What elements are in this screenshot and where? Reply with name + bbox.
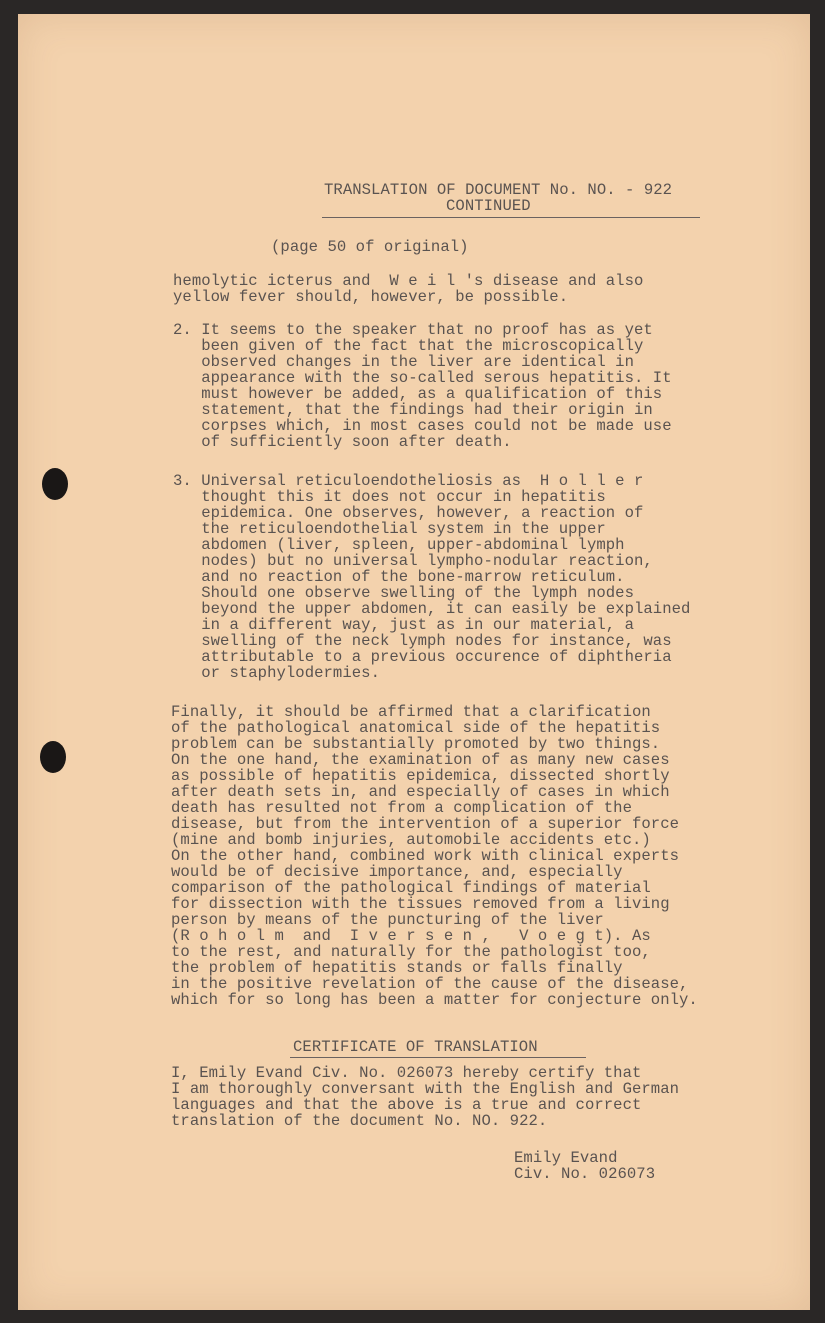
- text-line: death has resulted not from a complication of the: [171, 799, 632, 817]
- text-line: in the positive revelation of the cause of the disease,: [171, 975, 689, 993]
- text-line: I, Emily Evand Civ. No. 026073 hereby certify that: [171, 1064, 642, 1082]
- text-line: yellow fever should, however, be possible.: [173, 288, 569, 306]
- text-line: swelling of the neck lymph nodes for instance, was: [173, 632, 672, 650]
- text-line: translation of the document No. NO. 922.: [171, 1112, 548, 1130]
- text-line: as possible of hepatitis epidemica, dissected shortly: [171, 767, 670, 785]
- text-line: nodes) but no universal lympho-nodular reaction,: [173, 552, 653, 570]
- punch-hole-bottom: [40, 741, 66, 773]
- text-line: in a different way, just as in our material, a: [173, 616, 634, 634]
- text-line: after death sets in, and especially of cases in which: [171, 783, 670, 801]
- text-line: 2. It seems to the speaker that no proof has as yet: [173, 321, 653, 339]
- text-line: would be of decisive importance, and, especially: [171, 863, 623, 881]
- document-page: [18, 14, 810, 1310]
- text-line: which for so long has been a matter for conjecture only.: [171, 991, 698, 1009]
- title-underline: [322, 217, 700, 218]
- text-line: Should one observe swelling of the lymph nodes: [173, 584, 634, 602]
- text-line: disease, but from the intervention of a superior force: [171, 815, 680, 833]
- text-line: or staphylodermies.: [173, 664, 380, 682]
- text-line: hemolytic icterus and W e i l 's disease and also: [173, 272, 644, 290]
- signature-civ-number: Civ. No. 026073: [514, 1165, 656, 1183]
- text-line: On the one hand, the examination of as many new cases: [171, 751, 670, 769]
- text-line: the reticuloendothelial system in the upper: [173, 520, 606, 538]
- text-line: observed changes in the liver are identical in: [173, 353, 634, 371]
- text-line: languages and that the above is a true and correct: [171, 1096, 642, 1114]
- page-note: (page 50 of original): [271, 238, 469, 256]
- text-line: 3. Universal reticuloendotheliosis as H o l l e r: [173, 472, 644, 490]
- text-line: for dissection with the tissues removed from a living: [171, 895, 670, 913]
- text-line: the problem of hepatitis stands or falls finally: [171, 959, 623, 977]
- certificate-underline: [290, 1057, 586, 1058]
- text-line: been given of the fact that the microscopically: [173, 337, 644, 355]
- text-line: On the other hand, combined work with clinical experts: [171, 847, 680, 865]
- text-line: statement, that the findings had their origin in: [173, 401, 653, 419]
- text-line: corpses which, in most cases could not be made use: [173, 417, 672, 435]
- text-line: beyond the upper abdomen, it can easily be explained: [173, 600, 691, 618]
- text-line: person by means of the puncturing of the liver: [171, 911, 604, 929]
- text-line: epidemica. One observes, however, a reaction of: [173, 504, 644, 522]
- certificate-heading: CERTIFICATE OF TRANSLATION: [293, 1038, 538, 1056]
- punch-hole-top: [42, 468, 68, 500]
- text-line: I am thoroughly conversant with the English and German: [171, 1080, 680, 1098]
- text-line: appearance with the so-called serous hepatitis. It: [173, 369, 672, 387]
- text-line: (mine and bomb injuries, automobile accidents etc.): [171, 831, 651, 849]
- signature-name: Emily Evand: [514, 1149, 618, 1167]
- text-line: of the pathological anatomical side of the hepatitis: [171, 719, 661, 737]
- text-line: attributable to a previous occurence of diphtheria: [173, 648, 672, 666]
- text-line: thought this it does not occur in hepatitis: [173, 488, 606, 506]
- text-line: and no reaction of the bone-marrow reticulum.: [173, 568, 625, 586]
- text-line: (R o h o l m and I v e r s e n , V o e g t). As: [171, 927, 651, 945]
- document-subtitle: CONTINUED: [446, 197, 531, 215]
- text-line: Finally, it should be affirmed that a clarification: [171, 703, 651, 721]
- document-title: TRANSLATION OF DOCUMENT No. NO. - 922: [324, 181, 673, 199]
- text-line: of sufficiently soon after death.: [173, 433, 512, 451]
- text-line: problem can be substantially promoted by two things.: [171, 735, 661, 753]
- text-line: to the rest, and naturally for the pathologist too,: [171, 943, 651, 961]
- text-line: must however be added, as a qualification of this: [173, 385, 663, 403]
- text-line: abdomen (liver, spleen, upper-abdominal lymph: [173, 536, 625, 554]
- text-line: comparison of the pathological findings of material: [171, 879, 651, 897]
